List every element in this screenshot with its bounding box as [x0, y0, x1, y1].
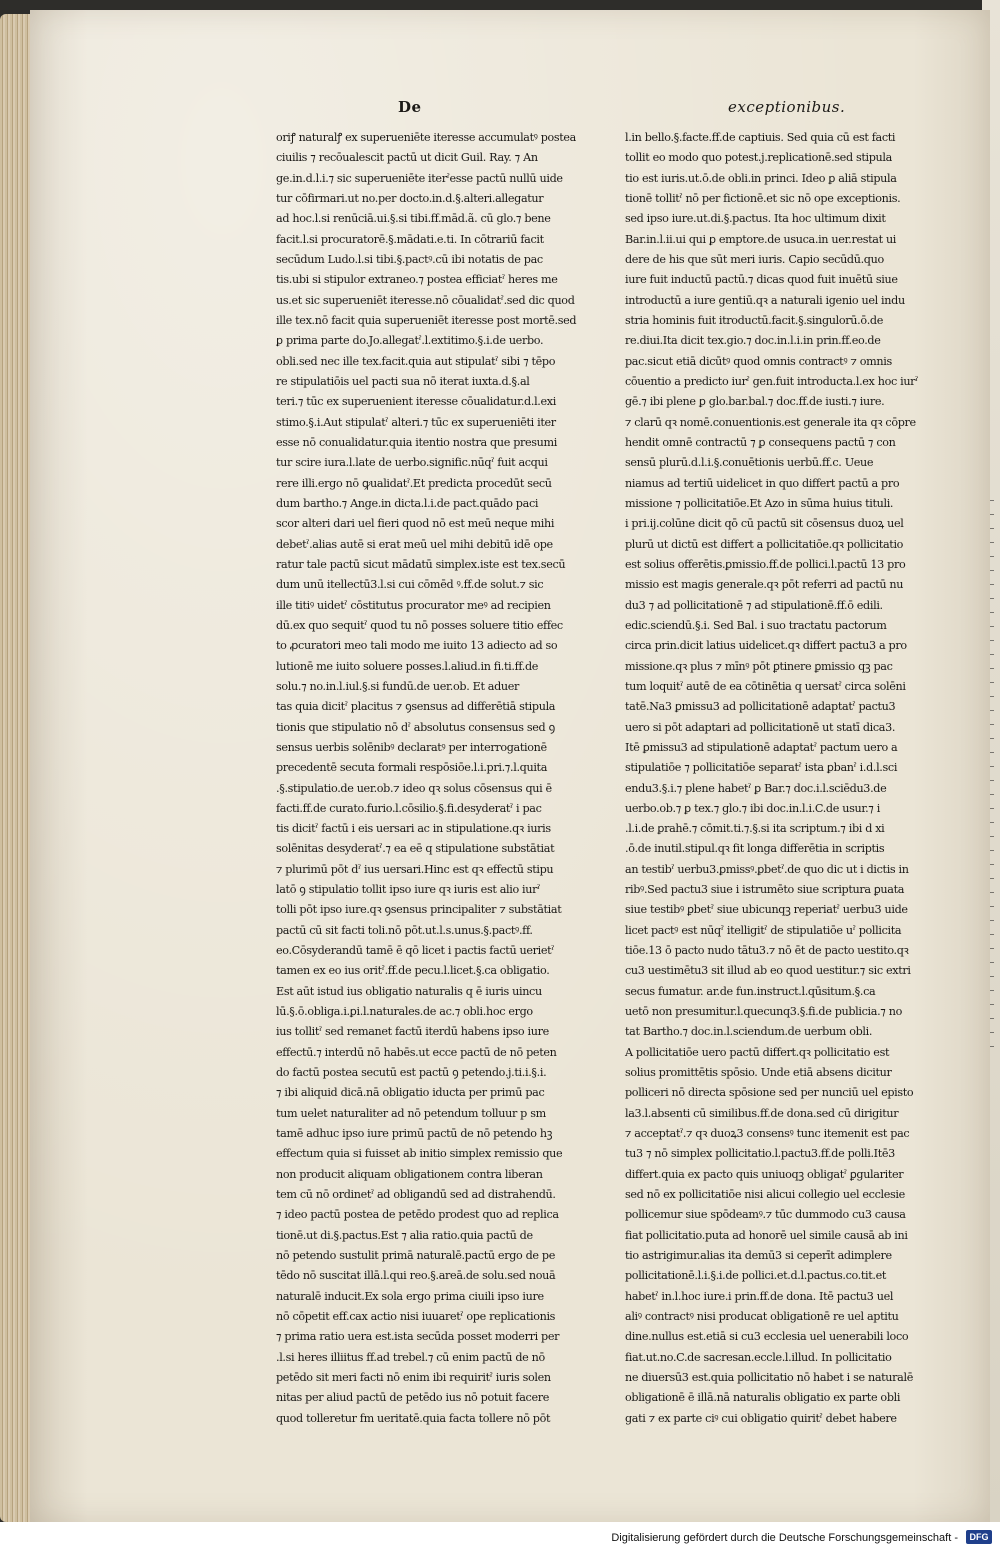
- text-line: ratur tale pactū sicut mādatū simplex.iste est tex.secū: [276, 557, 566, 571]
- text-line: ille titiꝰ uidetˀ cōstitutus procurator meꝰ ad recipien: [276, 598, 551, 612]
- text-line: ⁊ clarū qꝛ nomē.conuentionis.est generale ita qꝛ cōpre: [625, 415, 916, 429]
- text-line: solius promittētis spōsio. Unde etiā absens dicitur: [625, 1066, 892, 1080]
- text-line: cōuentio a predicto iurˀ gen.fuit introducta.l.ex hoc iurˀ: [625, 374, 918, 388]
- text-line: dine.nullus est.etiā si cu3 ecclesia uel uenerabili loco: [625, 1330, 909, 1344]
- text-line: an testibˀ uerbu3.ꝑmissꝰ.ꝑbetˀ.de quo dic ut i dictis in: [625, 862, 909, 876]
- text-line: tio astrigimur.alias ita demū3 si ceperīt adimplere: [625, 1249, 892, 1263]
- text-line: lutionē me iuito soluere posses.l.aliud.in fi.ti.ff.de: [276, 659, 539, 673]
- text-line: do factū postea secutū est pactū ꝯ petendo.j.ti.i.§.i.: [276, 1066, 547, 1080]
- text-line: ⁊ plurimū pōt dˀ ius uersari.Hinc est qꝛ effectū stipu: [276, 862, 554, 876]
- text-line: stria hominis fuit itroductū.facit.§.singulorū.ō.de: [625, 313, 884, 327]
- text-line: tiōe.13 ō pacto nudo tātu3.⁊ nō ēt de pacto uestito.qꝛ: [625, 944, 909, 958]
- text-line: dum bartho.⁊ Ange.in dicta.l.i.de pact.quādo paci: [276, 496, 539, 510]
- text-column-right: [625, 128, 925, 1429]
- text-line: scor alteri dari uel fieri quod nō est meū neque mihi: [276, 517, 555, 531]
- text-line: tio est iuris.ut.ō.de obli.in princi. Ideo ꝑ aliā stipula: [625, 171, 897, 185]
- text-line: l.in bello.§.facte.ff.de captiuis. Sed quia cū est facti: [625, 131, 896, 144]
- text-line: dere de his que sūt meri iuris. Capio secūdū.quo: [625, 252, 884, 266]
- text-line: differt.quia ex pacto quis uniuoqꝫ obligatˀ ꝑgulariter: [625, 1167, 904, 1181]
- text-line: ⁊ ibi aliquid dicā.nā obligatio iducta per primū pac: [276, 1086, 545, 1100]
- text-line: secūdum Ludo.l.si tibi.§.pactꝰ.cū ibi notatis de pac: [276, 252, 543, 266]
- text-line: re stipulatiōis uel pacti sua nō iterat iuxta.d.§.al: [276, 374, 530, 388]
- text-line: uero si pōt adaptari ad pollicitationē ut statī dica3.: [625, 720, 896, 734]
- text-line: pac.sicut etiā dicūtꝰ quod omnis contractꝰ ⁊ omnis: [625, 354, 892, 368]
- text-line: tollit eo modo quo potest.j.replicationē.sed stipula: [625, 151, 892, 165]
- text-line: tur cōfirmari.ut no.per docto.in.d.§.alteri.allegatur: [276, 191, 544, 205]
- text-line: oriꝭ naturalꝭ ex superueniēte iteresse accumulatꝰ postea: [276, 131, 576, 144]
- text-line: sed ipso iure.ut.di.§.pactus. Ita hoc ultimum dixit: [625, 212, 886, 226]
- text-line: circa prin.dicit latius uidelicet.qꝛ differt pactu3 a pro: [625, 639, 907, 653]
- text-line: ⁊ prima ratio uera est.ista secūda posset moderri per: [276, 1330, 560, 1344]
- text-line: latō ꝯ stipulatio tollit ipso iure qꝛ iuris est alio iurˀ: [276, 883, 540, 897]
- text-line: polliceri nō directa spōsione sed per nunciū uel episto: [625, 1086, 914, 1100]
- text-line: tamē adhuc ipso iure primū pactū de nō petendo hꝫ: [276, 1127, 553, 1141]
- text-line: rere illi.ergo nō ꝙualidatˀ.Et predicta procedūt secū: [276, 476, 552, 490]
- text-line: gati ⁊ ex parte ciꝰ cui obligatio quiritˀ debet habere: [625, 1411, 897, 1425]
- text-line: ribꝰ.Sed pactu3 siue i istrumēto siue scriptura ꝑuata: [625, 883, 905, 897]
- text-line: sensū plurū.d.l.i.§.conuētionis uerbū.ff.c. Ueue: [625, 456, 874, 470]
- text-line: secus fumatur. ar.de fun.instruct.l.qūsitum.§.ca: [625, 984, 876, 998]
- text-line: missio est magis generale.qꝛ pōt referri ad pactū nu: [625, 578, 904, 592]
- text-line: re.diui.Ita dicit tex.gio.⁊ doc.in.l.i.in prin.ff.eo.de: [625, 334, 881, 348]
- text-column-left: [276, 128, 576, 1429]
- text-line: stipulatiōe ⁊ pollicitatiōe separatˀ ista ꝑbanˀ i.d.l.sci: [625, 761, 898, 775]
- text-line: .l.si heres illiitus ff.ad trebel.⁊ cū enim pactū de nō: [276, 1350, 545, 1364]
- text-line: Itē ꝑmissu3 ad stipulationē adaptatˀ pactum uero a: [625, 740, 898, 754]
- text-line: Est aūt istud ius obligatio naturalis q ē iuris uincu: [276, 984, 542, 998]
- text-line: ciuilis ⁊ recōualescit pactū ut dicit Guil. Ray. ⁊ An: [276, 151, 538, 165]
- text-line: to ꝓcuratori meo tali modo me iuito 13 adiecto ad so: [276, 639, 558, 653]
- text-line: obli.sed nec ille tex.facit.quia aut stipulatˀ sibi ⁊ tēpo: [276, 354, 556, 368]
- text-line: ⁊ ideo pactū postea de petēdo prodest quo ad replica: [276, 1208, 559, 1222]
- text-line: dū.ex quo sequitˀ quod tu nō posses soluere titio effec: [276, 618, 563, 632]
- text-line: cu3 uestimētu3 sit illud ab eo quod uestitur.⁊ sic extri: [625, 964, 911, 978]
- text-line: pollicitationē.l.i.§.i.de pollici.et.d.l.pactus.co.tit.et: [625, 1269, 887, 1283]
- text-line: iure fuit inductū pactū.⁊ dicas quod fuit inuētū siue: [625, 273, 898, 287]
- text-line: tionē tollitˀ nō per fictionē.et sic nō ope exceptionis.: [625, 191, 901, 205]
- text-line: habetˀ in.l.hoc iure.i prin.ff.de dona. Itē pactu3 uel: [625, 1289, 894, 1303]
- text-line: niamus ad tertiū uidelicet in quo differt pactū a pro: [625, 476, 900, 490]
- text-line: stimo.§.i.Aut stipulatˀ alteri.⁊ tūc ex superueniēti iter: [276, 415, 556, 429]
- text-line: us.et sic superueniēt iteresse.nō cōualidatˀ.sed dic quod: [276, 293, 575, 307]
- book-page-edges: [0, 14, 34, 1522]
- text-line: missione ⁊ pollicitatiōe.Et Azo in sūma huius tituli.: [625, 496, 894, 510]
- text-line: quod tolleretur fm ueritatē.quia facta tollere nō pōt: [276, 1411, 551, 1425]
- text-line: lū.§.ō.obliga.i.ꝑi.l.naturales.de ac.⁊ obli.hoc ergo: [276, 1005, 533, 1019]
- text-line: tionis que stipulatio nō dˀ absolutus consensus sed ꝯ: [276, 720, 555, 734]
- text-line: tionē.ut di.§.pactus.Est ⁊ alia ratio.quia pactū de: [276, 1228, 533, 1242]
- text-line: hendit omnē contractū ⁊ ꝑ consequens pactū ⁊ con: [625, 435, 896, 449]
- text-line: tamen ex eo ius oritˀ.ff.de pecu.l.licet.§.ca obligatio.: [276, 964, 550, 978]
- text-line: plurū ut dictū est differt a pollicitatiōe.qꝛ pollicitatio: [625, 537, 904, 551]
- text-line: uerbo.ob.⁊ ꝑ tex.⁊ glo.⁊ ibi doc.in.l.i.C.de usur.⁊ i: [625, 801, 880, 815]
- text-line: facit.l.si procuratorē.§.mādati.e.ti. In cōtrariū facit: [276, 232, 544, 246]
- text-line: facti.ff.de curato.furio.l.cōsilio.§.fi.desyderatˀ i pac: [276, 801, 542, 815]
- text-line: ge.in.d.l.i.⁊ sic superueniēte iterˀesse pactū nullū uide: [276, 171, 563, 185]
- text-line: introductū a iure gentiū.qꝛ a naturali igenio uel indu: [625, 293, 905, 307]
- text-line: sed nō ex pollicitatiōe nisi alicui collegio uel ecclesie: [625, 1188, 905, 1202]
- text-line: fiat pollicitatio.puta ad honorē uel simile causā ab ini: [625, 1228, 908, 1242]
- text-line: licet pactꝰ est nūqˀ itelligitˀ de stipulatiōe uˀ pollicita: [625, 923, 902, 937]
- text-line: solēnitas desyderatˀ.⁊ ea eē q stipulatione substātiat: [276, 842, 555, 856]
- running-head-left: De: [398, 98, 422, 116]
- text-line: tum loquitˀ autē de ea cōtinētia q uersatˀ circa solēni: [625, 679, 906, 693]
- text-line: ⁊ acceptatˀ.⁊ qꝛ duoꝝ3 consensꝰ tunc itemenit est pac: [625, 1127, 910, 1141]
- text-line: teri.⁊ tūc ex superuenient iteresse cōualidatur.d.l.exi: [276, 395, 556, 409]
- text-line: est solius offerētis.ꝑmissio.ff.de pollici.l.pactū 13 pro: [625, 557, 906, 571]
- text-line: uetō non presumitur.l.quecunq3.§.fi.de publicia.⁊ no: [625, 1005, 902, 1019]
- text-line: ꝑ prima parte do.Jo.allegatˀ.l.extitimo.§.i.de uerbo.: [276, 334, 544, 348]
- text-line: solu.⁊ no.in.l.iul.§.si fundū.de uer.ob. Et aduer: [276, 679, 520, 693]
- text-line: ille tex.nō facit quia superueniēt iteresse post mortē.sed: [276, 313, 577, 327]
- text-line: tas quia dicitˀ placitus ⁊ ꝯsensus ad differētiā stipula: [276, 700, 556, 714]
- text-line: gē.⁊ ibi plene ꝑ glo.bar.bal.⁊ doc.ff.de iusti.⁊ iure.: [625, 395, 885, 409]
- text-line: esse nō conualidatur.quia itentio nostra que presumi: [276, 435, 558, 449]
- text-line: tu3 ⁊ nō simplex pollicitatio.l.pactu3.ff.de polli.Itē3: [625, 1147, 895, 1161]
- text-line: tolli pōt ipso iure.qꝛ ꝯsensus principaliter ⁊ substātiat: [276, 903, 562, 917]
- text-line: .§.stipulatio.de uer.ob.⁊ ideo qꝛ solus cōsensus qui ē: [276, 781, 552, 795]
- text-line: fiat.ut.no.C.de sacresan.eccle.l.illud. In pollicitatio: [625, 1350, 892, 1364]
- text-line: pollicemur siue spōdeamꝰ.⁊ tūc dummodo cu3 causa: [625, 1208, 906, 1222]
- text-line: .l.i.de ꝑrahē.⁊ cōmit.ti.⁊.§.si ita scriptum.⁊ ibi d xi: [625, 822, 885, 836]
- text-line: tur scire iura.l.late de uerbo.signific.nūqˀ fuit acqui: [276, 456, 548, 470]
- text-line: la3.l.absenti cū similibus.ff.de dona.sed cū dirigitur: [625, 1106, 899, 1120]
- text-line: precedentē secuta formali respōsiōe.l.i.pri.⁊.l.quita: [276, 761, 548, 775]
- text-line: tatē.Na3 ꝑmissu3 ad pollicitationē adaptatˀ pactu3: [625, 700, 896, 714]
- text-line: non producit aliquam obligationem contra liberan: [276, 1167, 543, 1181]
- text-line: sensus uerbis solēnibꝰ declaratꝰ per interrogationē: [276, 740, 547, 754]
- text-line: Bar.in.l.ii.ui qui ꝑ emptore.de usuca.in uer.restat ui: [625, 232, 897, 246]
- text-line: i pri.ij.colūne dicit qō cū pactū sit cōsensus duoꝝ uel: [625, 517, 904, 531]
- text-line: ne diuersū3 est.quia pollicitatio nō habet i se naturalē: [625, 1371, 913, 1385]
- text-line: ius tollitˀ sed remanet factū iterdū habens ipso iure: [276, 1025, 549, 1039]
- text-line: effectū.⁊ interdū nō habēs.ut ecce pactū de nō peten: [276, 1045, 557, 1059]
- text-line: pactū cū sit facti toli.nō pōt.ut.l.s.unus.§.pactꝰ.ff.: [276, 923, 533, 937]
- text-line: nitas per aliud pactū de petēdo ius nō potuit facere: [276, 1391, 549, 1405]
- text-line: debetˀ.alias autē si erat meū uel mihi debitū idē ope: [276, 537, 553, 551]
- text-line: tem cū nō ordinetˀ ad obligandū sed ad distrahendū.: [276, 1188, 556, 1202]
- text-line: missione.qꝛ plus ⁊ mīnꝰ pōt ꝑtinere ꝑmissio qꝫ pac: [625, 659, 893, 673]
- dfg-logo: DFG: [966, 1530, 992, 1544]
- text-line: nō cōpetit eff.cax actio nisi iuuaretˀ ope replicationis: [276, 1310, 556, 1324]
- text-line: eo.Cōsyderandū tamē ē qō licet i pactis factū uerietˀ: [276, 944, 555, 958]
- text-line: siue testibꝰ ꝑbetˀ siue ubicunqꝫ reperiatˀ uerbu3 uide: [625, 903, 908, 917]
- running-head-right: exceptionibus.: [728, 98, 846, 116]
- text-line: tis dicitˀ factū i eis uersari ac in stipulatione.qꝛ iuris: [276, 822, 551, 836]
- text-line: tēdo nō suscitat illā.l.qui reo.§.areā.de solu.sed nouā: [276, 1269, 556, 1283]
- text-line: dum unū itellectū3.l.si cui cōmēd ꝰ.ff.de solut.⁊ sic: [276, 578, 544, 592]
- text-line: ad hoc.l.si renūciā.ui.§.si tibi.ff.mād.ã. cū glo.⁊ bene: [276, 212, 551, 226]
- text-line: naturalē inducit.Ex sola ergo prima ciuili ipso iure: [276, 1289, 544, 1303]
- text-line: tum uelet naturaliter ad nō petendum tolluur p sm: [276, 1106, 546, 1120]
- text-line: nō petendo sustulit primā naturalē.pactū ergo de pe: [276, 1249, 555, 1263]
- text-line: du3 ⁊ ad pollicitationē ⁊ ad stipulationē.ff.ō edili.: [625, 598, 883, 612]
- text-line: .ō.de inutil.stipul.qꝛ fit longa differētia in scriptis: [625, 842, 885, 856]
- text-line: endu3.§.i.⁊ plene habetˀ ꝑ Bar.⁊ doc.i.l.sciēdu3.de: [625, 781, 887, 795]
- text-line: tis.ubi si stipulor extraneo.⁊ postea efficiatˀ heres me: [276, 273, 558, 287]
- text-line: edic.sciendū.§.i. Sed Bal. i suo tractatu pactorum: [625, 618, 887, 632]
- text-line: aliꝰ contractꝰ nisi producat obligationē re uel aptitu: [625, 1310, 899, 1324]
- funding-credit: Digitalisierung gefördert durch die Deutsche Forschungsgemeinschaft -: [611, 1532, 958, 1544]
- text-line: petēdo sit meri facti nō enim ibi requiritˀ iuris solen: [276, 1371, 551, 1385]
- text-line: A pollicitatiōe uero pactū differt.qꝛ pollicitatio est: [625, 1045, 890, 1059]
- text-line: effectum quia si fuisset ab initio simplex remissio que: [276, 1147, 563, 1161]
- text-line: tat Bartho.⁊ doc.in.l.sciendum.de uerbum obli.: [625, 1025, 873, 1039]
- text-line: obligationē ē illā.nā naturalis obligatio ex parte obli: [625, 1391, 901, 1405]
